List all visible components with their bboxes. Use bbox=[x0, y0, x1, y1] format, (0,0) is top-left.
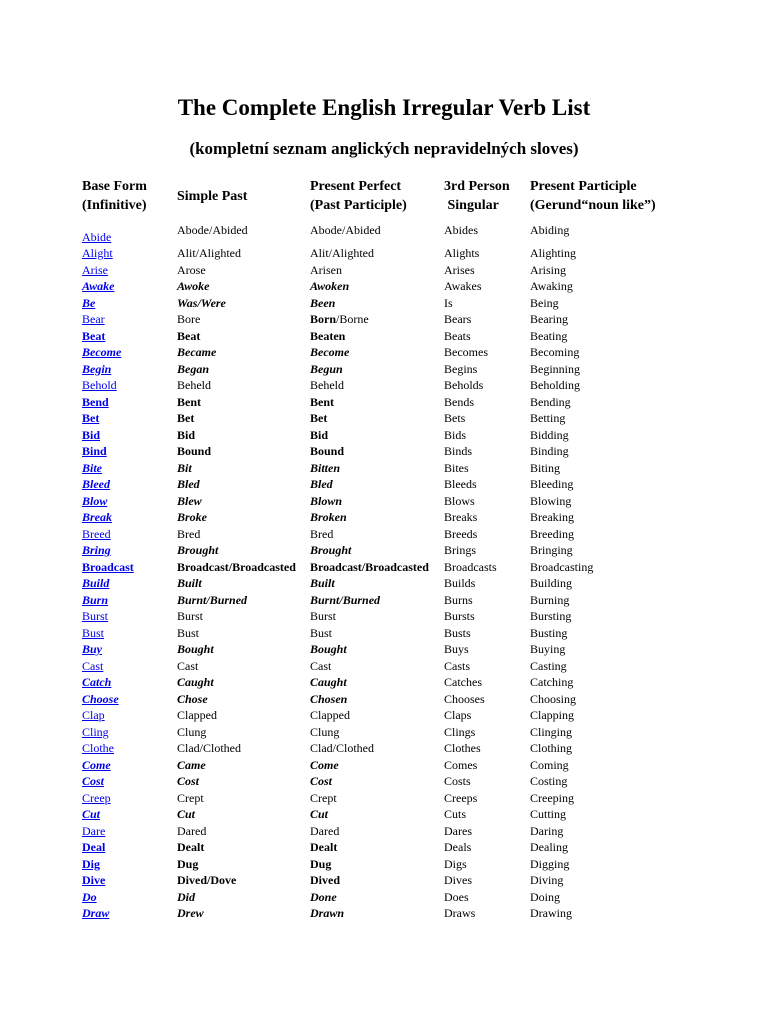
simple-past-cell: Cast bbox=[177, 658, 199, 673]
past-participle-cell: Bled bbox=[310, 477, 333, 491]
simple-past-cell: Cost bbox=[177, 774, 200, 788]
past-participle-cell: Beaten bbox=[310, 328, 346, 343]
simple-past-cell: Bred bbox=[177, 526, 201, 541]
past-participle-cell: Arisen bbox=[310, 262, 342, 277]
table-row bbox=[0, 377, 768, 394]
third-person-cell: Costs bbox=[444, 774, 471, 788]
present-participle-cell: Choosing bbox=[530, 691, 577, 706]
past-participle-cell: Dived bbox=[310, 873, 340, 887]
verb-link[interactable]: Clothe bbox=[82, 741, 114, 755]
verb-link[interactable]: Broadcast bbox=[82, 559, 134, 574]
third-person-cell: Busts bbox=[444, 625, 471, 640]
header-third-person bbox=[444, 177, 510, 215]
table-row bbox=[0, 856, 768, 873]
header-base-form bbox=[82, 177, 147, 215]
header-line: (Past Participle) bbox=[310, 198, 407, 213]
table-row bbox=[0, 707, 768, 724]
verb-link[interactable]: Become bbox=[82, 345, 122, 359]
present-participle-cell: Abiding bbox=[530, 223, 570, 237]
verb-link[interactable]: Begin bbox=[82, 361, 112, 376]
verb-link[interactable]: Breed bbox=[82, 526, 111, 541]
verb-link[interactable]: Cling bbox=[82, 724, 109, 739]
simple-past-cell: Bound bbox=[177, 444, 212, 458]
past-participle-cell: Cut bbox=[310, 807, 329, 821]
table-row bbox=[0, 773, 768, 790]
third-person-cell: Abides bbox=[444, 223, 478, 237]
third-person-cell: Becomes bbox=[444, 345, 488, 359]
present-participle-cell: Breaking bbox=[530, 510, 574, 524]
present-participle-cell: Costing bbox=[530, 774, 568, 788]
verb-link[interactable]: Break bbox=[82, 510, 112, 524]
verb-link[interactable]: Bid bbox=[82, 427, 101, 442]
header-line: (Gerund“noun like”) bbox=[530, 198, 656, 213]
table-row bbox=[0, 295, 768, 312]
verb-table bbox=[0, 222, 768, 922]
third-person-cell: Beats bbox=[444, 328, 471, 343]
third-person-cell: Claps bbox=[444, 708, 472, 722]
present-participle-cell: Awaking bbox=[530, 279, 573, 293]
present-participle-cell: Blowing bbox=[530, 493, 572, 508]
verb-link[interactable]: Bet bbox=[82, 411, 100, 425]
table-row bbox=[0, 905, 768, 922]
table-row bbox=[0, 278, 768, 295]
header-line: Simple Past bbox=[177, 189, 248, 204]
third-person-cell: Blows bbox=[444, 493, 475, 508]
table-row bbox=[0, 559, 768, 576]
present-participle-cell: Binding bbox=[530, 444, 569, 458]
past-participle-cell: Broadcast/Broadcasted bbox=[310, 559, 429, 574]
present-participle-cell: Dealing bbox=[530, 840, 568, 854]
table-row bbox=[0, 526, 768, 543]
table-row bbox=[0, 328, 768, 345]
verb-link[interactable]: Bring bbox=[82, 543, 111, 557]
table-row bbox=[0, 344, 768, 361]
third-person-cell: Brings bbox=[444, 543, 477, 557]
simple-past-cell: Began bbox=[177, 361, 210, 376]
page-subtitle: (kompletní seznam anglických nepravidelných sloves) bbox=[189, 139, 579, 158]
table-row bbox=[0, 575, 768, 592]
past-participle-cell: Begun bbox=[310, 361, 343, 376]
present-participle-cell: Beholding bbox=[530, 378, 580, 392]
third-person-cell: Arises bbox=[444, 262, 475, 277]
table-row bbox=[0, 806, 768, 823]
simple-past-cell: Burnt/Burned bbox=[177, 592, 248, 607]
header-line: (Infinitive) bbox=[82, 198, 147, 213]
header-line: Present Perfect bbox=[310, 179, 402, 194]
past-participle-cell: Cost bbox=[310, 774, 333, 788]
table-row bbox=[0, 394, 768, 411]
present-participle-cell: Alighting bbox=[530, 246, 577, 260]
table-row bbox=[0, 410, 768, 427]
third-person-cell: Catches bbox=[444, 675, 482, 689]
third-person-cell: Bites bbox=[444, 460, 469, 475]
third-person-cell: Bears bbox=[444, 312, 472, 326]
simple-past-cell: Dared bbox=[177, 823, 207, 838]
verb-link[interactable]: Alight bbox=[82, 246, 113, 260]
table-row bbox=[0, 691, 768, 708]
table-row bbox=[0, 509, 768, 526]
present-participle-cell: Beginning bbox=[530, 361, 580, 376]
simple-past-cell: Beat bbox=[177, 328, 201, 343]
past-participle-cell: Bred bbox=[310, 526, 334, 541]
table-row bbox=[0, 889, 768, 906]
simple-past-cell: Clung bbox=[177, 724, 207, 739]
third-person-cell: Broadcasts bbox=[444, 559, 497, 574]
simple-past-cell: Clapped bbox=[177, 708, 217, 722]
table-row bbox=[0, 608, 768, 625]
present-participle-cell: Bearing bbox=[530, 312, 568, 326]
third-person-cell: Bids bbox=[444, 427, 467, 442]
simple-past-cell: Did bbox=[177, 889, 195, 904]
third-person-cell: Burns bbox=[444, 592, 473, 607]
simple-past-cell: Bought bbox=[177, 642, 214, 656]
verb-link[interactable]: Burst bbox=[82, 609, 109, 623]
third-person-cell: Casts bbox=[444, 658, 471, 673]
present-participle-cell: Bringing bbox=[530, 543, 573, 557]
table-row bbox=[0, 658, 768, 675]
past-participle-cell: Bound bbox=[310, 444, 345, 458]
simple-past-cell: Abode/Abided bbox=[177, 223, 248, 237]
simple-past-cell: Crept bbox=[177, 790, 204, 805]
present-participle-cell: Creeping bbox=[530, 790, 574, 805]
third-person-cell: Beholds bbox=[444, 378, 484, 392]
past-participle-cell: Bitten bbox=[310, 460, 341, 475]
verb-link[interactable]: Draw bbox=[82, 906, 110, 920]
present-participle-cell: Bleeding bbox=[530, 477, 574, 491]
present-participle-cell: Building bbox=[530, 576, 573, 590]
verb-link[interactable]: Be bbox=[82, 295, 96, 310]
present-participle-cell: Cutting bbox=[530, 807, 567, 821]
present-participle-cell: Drawing bbox=[530, 906, 572, 920]
third-person-cell: Creeps bbox=[444, 790, 478, 805]
past-participle-cell: Bid bbox=[310, 427, 329, 442]
simple-past-cell: Awoke bbox=[177, 279, 210, 293]
simple-past-cell: Bet bbox=[177, 411, 195, 425]
third-person-cell: Clothes bbox=[444, 741, 481, 755]
present-participle-cell: Burning bbox=[530, 592, 570, 607]
verb-link[interactable]: Blow bbox=[82, 493, 108, 508]
verb-link[interactable]: Catch bbox=[82, 675, 112, 689]
simple-past-cell: Brought bbox=[177, 543, 219, 557]
past-participle-cell: Bent bbox=[310, 394, 334, 409]
past-participle-bold-part: Born bbox=[310, 312, 337, 326]
table-row bbox=[0, 724, 768, 741]
verb-link[interactable]: Burn bbox=[82, 592, 109, 607]
verb-link[interactable]: Beat bbox=[82, 328, 106, 343]
past-participle-cell: Burnt/Burned bbox=[310, 592, 381, 607]
simple-past-cell: Bust bbox=[177, 625, 200, 640]
table-row bbox=[0, 839, 768, 856]
table-row bbox=[0, 245, 768, 262]
past-participle-cell: Done bbox=[310, 889, 337, 904]
past-participle-cell: Been bbox=[310, 295, 336, 310]
simple-past-cell: Broke bbox=[177, 510, 207, 524]
simple-past-cell: Broadcast/Broadcasted bbox=[177, 559, 296, 574]
present-participle-cell: Daring bbox=[530, 823, 564, 838]
verb-link[interactable]: Bust bbox=[82, 625, 105, 640]
past-participle-cell: Broken bbox=[310, 510, 347, 524]
present-participle-cell: Clinging bbox=[530, 724, 573, 739]
verb-link[interactable]: Come bbox=[82, 757, 111, 772]
verb-link[interactable]: Abide bbox=[82, 230, 112, 244]
present-participle-cell: Buying bbox=[530, 642, 566, 656]
table-row bbox=[0, 222, 768, 245]
verb-link[interactable]: Cast bbox=[82, 658, 104, 673]
present-participle-cell: Beating bbox=[530, 328, 568, 343]
simple-past-cell: Beheld bbox=[177, 378, 211, 392]
table-row bbox=[0, 311, 768, 328]
simple-past-cell: Bid bbox=[177, 427, 196, 442]
table-row bbox=[0, 542, 768, 559]
verb-link[interactable]: Cut bbox=[82, 807, 101, 821]
table-row bbox=[0, 790, 768, 807]
table-row bbox=[0, 427, 768, 444]
third-person-cell: Digs bbox=[444, 856, 467, 871]
third-person-cell: Alights bbox=[444, 246, 480, 260]
simple-past-cell: Alit/Alighted bbox=[177, 246, 241, 260]
verb-link[interactable]: Buy bbox=[82, 642, 103, 656]
past-participle-cell: Alit/Alighted bbox=[310, 246, 374, 260]
table-row bbox=[0, 361, 768, 378]
simple-past-cell: Drew bbox=[177, 906, 204, 920]
verb-link[interactable]: Bite bbox=[82, 460, 102, 475]
present-participle-cell: Bursting bbox=[530, 609, 572, 623]
third-person-cell: Dares bbox=[444, 823, 472, 838]
table-row bbox=[0, 460, 768, 477]
third-person-cell: Comes bbox=[444, 757, 478, 772]
table-row bbox=[0, 592, 768, 609]
verb-link[interactable]: Choose bbox=[82, 691, 119, 706]
simple-past-cell: Clad/Clothed bbox=[177, 741, 241, 755]
third-person-cell: Deals bbox=[444, 840, 472, 854]
third-person-cell: Bends bbox=[444, 394, 474, 409]
past-participle-cell: Brought bbox=[310, 543, 352, 557]
simple-past-cell: Came bbox=[177, 757, 206, 772]
table-row bbox=[0, 757, 768, 774]
third-person-cell: Begins bbox=[444, 361, 478, 376]
verb-link[interactable]: Awake bbox=[82, 279, 115, 293]
past-participle-cell: Clad/Clothed bbox=[310, 741, 374, 755]
third-person-cell: Awakes bbox=[444, 279, 482, 293]
past-participle-cell: Built bbox=[310, 576, 335, 590]
simple-past-cell: Caught bbox=[177, 675, 214, 689]
third-person-cell: Builds bbox=[444, 576, 476, 590]
verb-link[interactable]: Cost bbox=[82, 774, 105, 788]
simple-past-cell: Arose bbox=[177, 262, 206, 277]
header-line: Present Participle bbox=[530, 179, 637, 194]
header-line: 3rd Person bbox=[444, 179, 510, 194]
header-line: Singular bbox=[444, 198, 499, 213]
past-participle-cell: Dug bbox=[310, 856, 332, 871]
verb-link[interactable]: Do bbox=[82, 889, 97, 904]
header-present-perfect bbox=[310, 177, 407, 215]
past-participle-cell: Clung bbox=[310, 724, 340, 739]
simple-past-cell: Became bbox=[177, 345, 217, 359]
past-participle-cell: Clapped bbox=[310, 708, 350, 722]
present-participle-cell: Becoming bbox=[530, 345, 580, 359]
present-participle-cell: Bidding bbox=[530, 427, 569, 442]
past-participle-rest: /Borne bbox=[336, 312, 369, 326]
third-person-cell: Dives bbox=[444, 873, 472, 887]
verb-link[interactable]: Build bbox=[82, 576, 110, 590]
present-participle-cell: Casting bbox=[530, 658, 567, 673]
present-participle-cell: Bending bbox=[530, 394, 571, 409]
header-present-participle bbox=[530, 177, 656, 215]
verb-link[interactable]: Arise bbox=[82, 262, 108, 277]
simple-past-cell: Bore bbox=[177, 312, 201, 326]
third-person-cell: Draws bbox=[444, 906, 476, 920]
present-participle-cell: Arising bbox=[530, 262, 566, 277]
simple-past-cell: Blew bbox=[177, 493, 202, 508]
present-participle-cell: Diving bbox=[530, 873, 564, 887]
past-participle-cell: Become bbox=[310, 345, 350, 359]
header-simple-past bbox=[177, 187, 247, 206]
simple-past-cell: Cut bbox=[177, 807, 196, 821]
present-participle-cell: Clapping bbox=[530, 708, 574, 722]
verb-link[interactable]: Dare bbox=[82, 823, 106, 838]
past-participle-cell: Cast bbox=[310, 658, 332, 673]
verb-link[interactable]: Clap bbox=[82, 708, 105, 722]
third-person-cell: Binds bbox=[444, 444, 473, 458]
verb-link[interactable]: Bend bbox=[82, 394, 109, 409]
simple-past-cell: Dived/Dove bbox=[177, 873, 237, 887]
past-participle-cell: Beheld bbox=[310, 378, 344, 392]
table-row bbox=[0, 493, 768, 510]
past-participle-cell: Awoken bbox=[310, 279, 350, 293]
verb-link[interactable]: Dig bbox=[82, 856, 100, 871]
third-person-cell: Buys bbox=[444, 642, 469, 656]
third-person-cell: Cuts bbox=[444, 807, 467, 821]
present-participle-cell: Clothing bbox=[530, 741, 573, 755]
simple-past-cell: Was/Were bbox=[177, 295, 226, 310]
table-row bbox=[0, 823, 768, 840]
table-row bbox=[0, 476, 768, 493]
present-participle-cell: Busting bbox=[530, 625, 568, 640]
past-participle-cell: Come bbox=[310, 757, 339, 772]
verb-link[interactable]: Creep bbox=[82, 790, 111, 805]
verb-link[interactable]: Bear bbox=[82, 312, 105, 326]
past-participle-cell: Drawn bbox=[310, 906, 345, 920]
third-person-cell: Chooses bbox=[444, 691, 485, 706]
simple-past-cell: Bent bbox=[177, 394, 201, 409]
past-participle-cell: Crept bbox=[310, 790, 337, 805]
present-participle-cell: Coming bbox=[530, 757, 569, 772]
simple-past-cell: Dug bbox=[177, 856, 199, 871]
page-title: The Complete English Irregular Verb List bbox=[177, 95, 591, 120]
present-participle-cell: Doing bbox=[530, 889, 560, 904]
present-participle-cell: Catching bbox=[530, 675, 574, 689]
past-participle-cell: Bought bbox=[310, 642, 347, 656]
third-person-cell: Breaks bbox=[444, 510, 478, 524]
third-person-cell: Breeds bbox=[444, 526, 478, 541]
simple-past-cell: Bled bbox=[177, 477, 200, 491]
table-row bbox=[0, 740, 768, 757]
third-person-cell: Bursts bbox=[444, 609, 475, 623]
verb-link[interactable]: Dive bbox=[82, 873, 106, 887]
past-participle-cell: Bust bbox=[310, 625, 333, 640]
third-person-cell: Clings bbox=[444, 724, 476, 739]
present-participle-cell: Breeding bbox=[530, 526, 574, 541]
header-line: Base Form bbox=[82, 179, 147, 194]
past-participle-cell: Caught bbox=[310, 675, 347, 689]
verb-link[interactable]: Deal bbox=[82, 840, 106, 854]
present-participle-cell: Broadcasting bbox=[530, 559, 594, 574]
table-row bbox=[0, 674, 768, 691]
past-participle-cell: Bet bbox=[310, 411, 328, 425]
past-participle-cell: Blown bbox=[310, 493, 343, 508]
simple-past-cell: Dealt bbox=[177, 840, 205, 854]
third-person-cell: Bets bbox=[444, 411, 466, 425]
past-participle-cell: Burst bbox=[310, 609, 337, 623]
table-row bbox=[0, 262, 768, 279]
verb-link[interactable]: Bind bbox=[82, 444, 107, 458]
past-participle-cell: Chosen bbox=[310, 691, 348, 706]
table-row bbox=[0, 641, 768, 658]
third-person-cell: Does bbox=[444, 889, 469, 904]
simple-past-cell: Chose bbox=[177, 691, 208, 706]
table-row bbox=[0, 872, 768, 889]
simple-past-cell: Built bbox=[177, 576, 202, 590]
past-participle-cell bbox=[310, 311, 369, 328]
third-person-cell: Bleeds bbox=[444, 477, 477, 491]
past-participle-cell: Abode/Abided bbox=[310, 223, 381, 237]
past-participle-cell: Dared bbox=[310, 823, 340, 838]
third-person-cell: Is bbox=[444, 295, 453, 310]
present-participle-cell: Betting bbox=[530, 411, 566, 425]
verb-link[interactable]: Bleed bbox=[82, 477, 110, 491]
present-participle-cell: Biting bbox=[530, 460, 561, 475]
present-participle-cell: Being bbox=[530, 295, 559, 310]
table-row bbox=[0, 625, 768, 642]
present-participle-cell: Digging bbox=[530, 856, 570, 871]
table-row bbox=[0, 443, 768, 460]
verb-link[interactable]: Behold bbox=[82, 378, 117, 392]
simple-past-cell: Burst bbox=[177, 609, 204, 623]
past-participle-cell: Dealt bbox=[310, 840, 338, 854]
simple-past-cell: Bit bbox=[177, 460, 192, 475]
